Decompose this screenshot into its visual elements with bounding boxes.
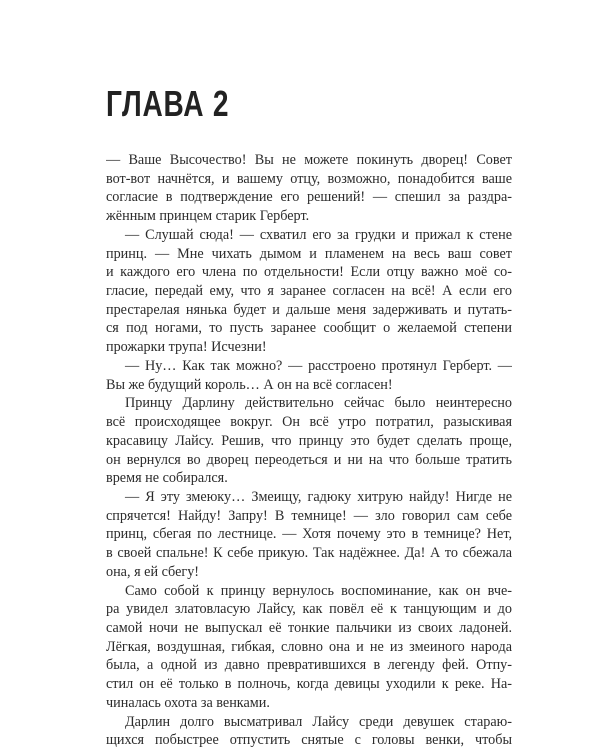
- text-line: принц. — Мне чихать дымом и пламенем на весь ваш совет: [106, 245, 512, 262]
- text-line: принц, сбегая по лестнице. — Хотя почему это в темнице? Нет,: [106, 526, 512, 543]
- text-line: стил он её только в полночь, когда девицы уходили к реке. На-: [106, 676, 512, 693]
- text-line: Вы же будущий король… А он на всё согласен!: [106, 376, 393, 393]
- text-line: и каждого его члена по отдельности! Если отцу важно моё со-: [106, 264, 512, 281]
- text-line: — Ну… Как так можно? — расстроено протянул Герберт. —: [125, 357, 512, 374]
- text-line: вот-вот начнётся, и вашему отцу, возможно, понадобится ваше: [106, 170, 512, 187]
- text-line: время не собирался.: [106, 470, 228, 487]
- text-line: в своей спальне! К себе прикую. Так надёжнее. Да! А то сбежала: [106, 545, 512, 562]
- text-line: гласие, передай ему, что я заранее согласен на всё! А если его: [106, 283, 512, 300]
- text-line: он вернулся во дворец переодеться и ни на что больше тратить: [106, 451, 512, 468]
- text-line: прожарки трупа! Исчезни!: [106, 339, 267, 356]
- text-line: спрячется! Найду! Запру! В темнице! — зло говорил сам себе: [106, 507, 512, 524]
- text-line: Принцу Дарлину действительно сейчас было неинтересно: [125, 395, 512, 412]
- text-line: всё происходящее вокруг. Он всё утро потратил, разыскивая: [106, 414, 512, 431]
- text-line: Лёгкая, воздушная, гибкая, словно она и не из змеиного народа: [106, 638, 512, 655]
- text-line: престарелая нянька будет и дальше меня задерживать и путать-: [106, 301, 512, 318]
- text-line: чиналась охота за венками.: [106, 694, 270, 711]
- text-line: она, я ей сбегу!: [106, 563, 200, 580]
- text-line: — Я эту змеюку… Змеищу, гадюку хитрую найду! Нигде не: [125, 488, 512, 505]
- text-line: щихся побыстрее отпустить снятые с головы венки, чтобы: [106, 732, 512, 749]
- body-text: [106, 151, 512, 750]
- text-line: Само собой к принцу вернулось воспоминание, как он вче-: [125, 582, 512, 599]
- text-line: — Слушай сюда! — схватил его за грудки и прижал к стене: [125, 226, 512, 243]
- text-line: — Ваше Высочество! Вы не можете покинуть дворец! Совет: [106, 152, 512, 168]
- text-line: самой ночи не выпускал её тонкие пальчики из своих ладоней.: [106, 619, 512, 636]
- text-line: жённым принцем старик Герберт.: [106, 208, 310, 225]
- text-line: ра увидел златовласую Лайсу, как повёл её к танцующим и до: [106, 601, 512, 618]
- text-line: ся под ногами, то пусть заранее сообщит о желаемой степени: [106, 320, 512, 337]
- text-line: была, а одной из давно превратившихся в легенду фей. Отпу-: [106, 657, 512, 674]
- text-line: Дарлин долго высматривал Лайсу среди девушек стараю-: [125, 713, 512, 730]
- text-line: красавицу Лайсу. Решив, что принцу это будет сделать проще,: [106, 432, 512, 449]
- text-line: согласие в подтверждение его решений! — спешил за раздра-: [106, 189, 512, 206]
- chapter-title: ГЛАВА 2: [106, 83, 230, 124]
